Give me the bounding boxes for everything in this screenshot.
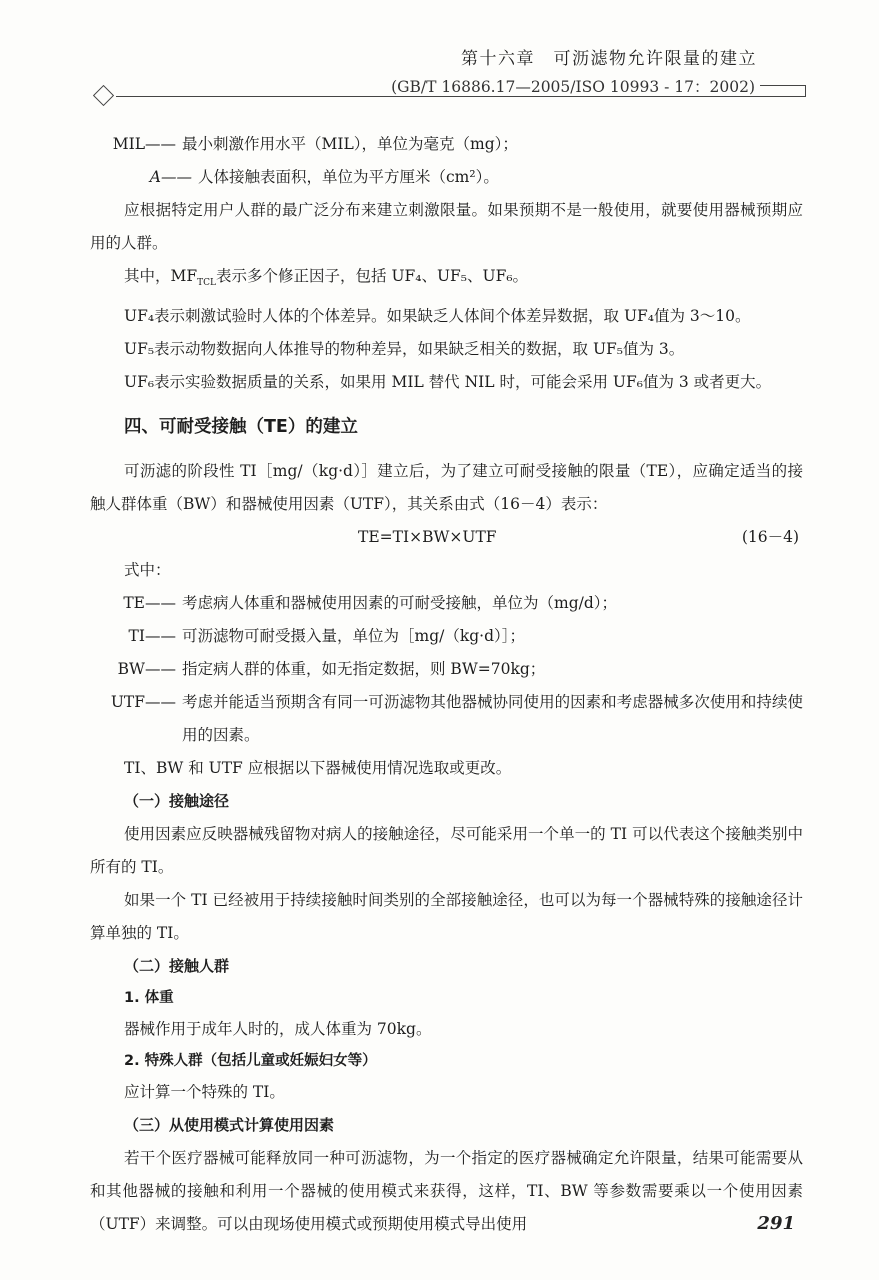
definition-term: UTF——: [110, 693, 176, 712]
subsection-heading: （三）从使用模式计算使用因素: [124, 1116, 335, 1135]
paragraph: 应计算一个特殊的 TI。: [124, 1083, 285, 1102]
paragraph: 式中：: [124, 561, 171, 580]
diamond-ornament-icon: [93, 85, 114, 106]
page-number: 291: [757, 1213, 795, 1234]
definition-text: 最小刺激作用水平（MIL），单位为毫克（mg）；: [182, 135, 518, 153]
page-body: [90, 128, 803, 1241]
item-heading: 1. 体重: [124, 990, 174, 1007]
definition-text: 考虑病人体重和器械使用因素的可耐受接触，单位为（mg/d）；: [182, 594, 618, 613]
definition-text: 指定病人群的体重，如无指定数据，则 BW=70kg；: [182, 660, 546, 679]
equation: TE=TI×BW×UTF: [358, 528, 497, 547]
definition-utf: [90, 686, 803, 752]
running-header-chapter: 第十六章 可沥滤物允许限量的建立: [461, 49, 757, 69]
subsection-heading: （二）接触人群: [124, 957, 230, 976]
definition-term: BW——: [117, 660, 176, 679]
equation-number: (16－4): [741, 528, 799, 547]
definition-term: MIL——: [112, 135, 176, 153]
definition-term: TE——: [123, 594, 176, 613]
definition-text: 人体接触表面积，单位为平方厘米（cm²）。: [198, 168, 499, 186]
running-header-standard: (GB/T 16886.17—2005/ISO 10993 - 17：2002): [391, 78, 755, 96]
header-rule-end-tick: [805, 85, 806, 97]
definition-te: [90, 587, 803, 620]
paragraph: 若干个医疗器械可能释放同一种可沥滤物，为一个指定的医疗器械确定允许限量，结果可能需要从和其他器械的接触和利用一个器械的使用模式来获得，这样，TI、BW 等参数需要乘以一个使用因素（UTF）来调整。可以由现场使用模式或预期使用模式导出使用: [90, 1149, 803, 1234]
paragraph: UF₅表示动物数据向人体推导的物种差异，如果缺乏相关的数据，取 UF₅值为 3。: [124, 340, 685, 359]
paragraph: 如果一个 TI 已经被用于持续接触时间类别的全部接触途径，也可以为每一个器械特殊的接触途径计算单独的 TI。: [90, 891, 803, 943]
definition-bw: [90, 653, 803, 686]
paragraph: 使用因素应反映器械残留物对病人的接触途径，尽可能采用一个单一的 TI 可以代表这个接触类别中所有的 TI。: [90, 825, 803, 877]
paragraph: 可沥滤的阶段性 TI［mg/（kg·d）］建立后，为了建立可耐受接触的限量（TE），应确定适当的接触人群体重（BW）和器械使用因素（UTF），其关系由式（16－4）表示：: [90, 462, 803, 514]
paragraph: 器械作用于成年人时的，成人体重为 70kg。: [124, 1020, 432, 1039]
header-rule: [116, 96, 806, 97]
subsection-heading: （一）接触途径: [124, 792, 230, 811]
definition-a: [90, 161, 803, 194]
paragraph: 其中，$MF_{TCL}$表示多个修正因子，包括 UF₄、UF₅、UF₆。: [124, 267, 529, 289]
definition-text: 可沥滤物可耐受摄入量，单位为［mg/（kg·d）］；: [182, 627, 526, 646]
paragraph: TI、BW 和 UTF 应根据以下器械使用情况选取或更改。: [124, 759, 512, 778]
definition-term: TI——: [128, 627, 176, 646]
definition-ti: [90, 620, 803, 653]
section-heading: 四、可耐受接触（TE）的建立: [124, 417, 358, 438]
item-heading: 2. 特殊人群（包括儿童或妊娠妇女等）: [124, 1053, 377, 1070]
paragraph: UF₄表示刺激试验时人体的个体差异。如果缺乏人体间个体差异数据，取 UF₄值为 3～10。: [124, 307, 751, 326]
definition-mil: [90, 128, 803, 161]
definition-text: 考虑并能适当预期含有同一可沥滤物其他器械协同使用的因素和考虑器械多次使用和持续使用的因素。: [182, 693, 803, 745]
definition-term: A——: [149, 168, 192, 186]
equation-row: [90, 521, 803, 554]
header-rule-end: [760, 85, 806, 86]
paragraph: UF₆表示实验数据质量的关系，如果用 MIL 替代 NIL 时，可能会采用 UF₆值为 3 或者更大。: [124, 373, 772, 392]
paragraph: 应根据特定用户人群的最广泛分布来建立刺激限量。如果预期不是一般使用，就要使用器械预期应用的人群。: [90, 201, 803, 252]
